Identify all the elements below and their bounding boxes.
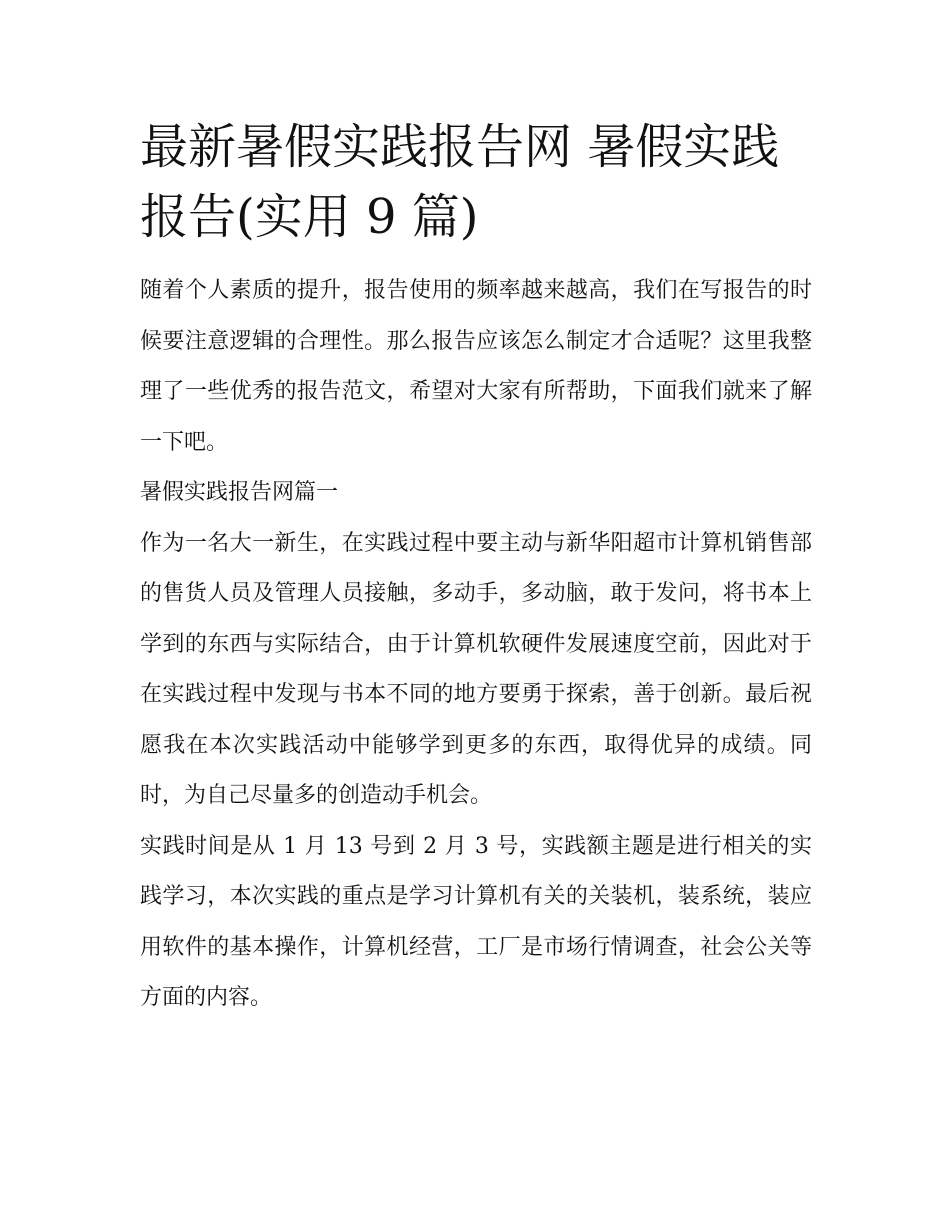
section-heading: 暑假实践报告网篇一 [140, 480, 339, 505]
body-paragraph-2: 实践时间是从 1 月 13 号到 2 月 3 号，实践额主题是进行相关的实践学习，本次实践的重点是学习计算机有关的关装机，装系统，装应用软件的基本操作，计算机经营，工厂是市场行情调查，社会公关等方面的内容。 [140, 833, 812, 1010]
body-paragraph-1: 作为一名大一新生，在实践过程中要主动与新华阳超市计算机销售部的售货人员及管理人员接触，多动手，多动脑，敢于发问，将书本上学到的东西与实际结合，由于计算机软硬件发展速度空前，因此对于在实践过程中发现与书本不同的地方要勇于探索，善于创新。最后祝愿我在本次实践活动中能够学到更多的东西，取得优异的成绩。同时，为自己尽量多的创造动手机会。 [140, 530, 812, 808]
document-title: 最新暑假实践报告网 暑假实践报告(实用 9 篇) [140, 119, 780, 245]
document-page [140, 112, 812, 1024]
intro-paragraph: 随着个人素质的提升，报告使用的频率越来越高，我们在写报告的时候要注意逻辑的合理性。那么报告应该怎么制定才合适呢？这里我整理了一些优秀的报告范文，希望对大家有所帮助，下面我们就来了解一下吧。 [140, 278, 812, 455]
